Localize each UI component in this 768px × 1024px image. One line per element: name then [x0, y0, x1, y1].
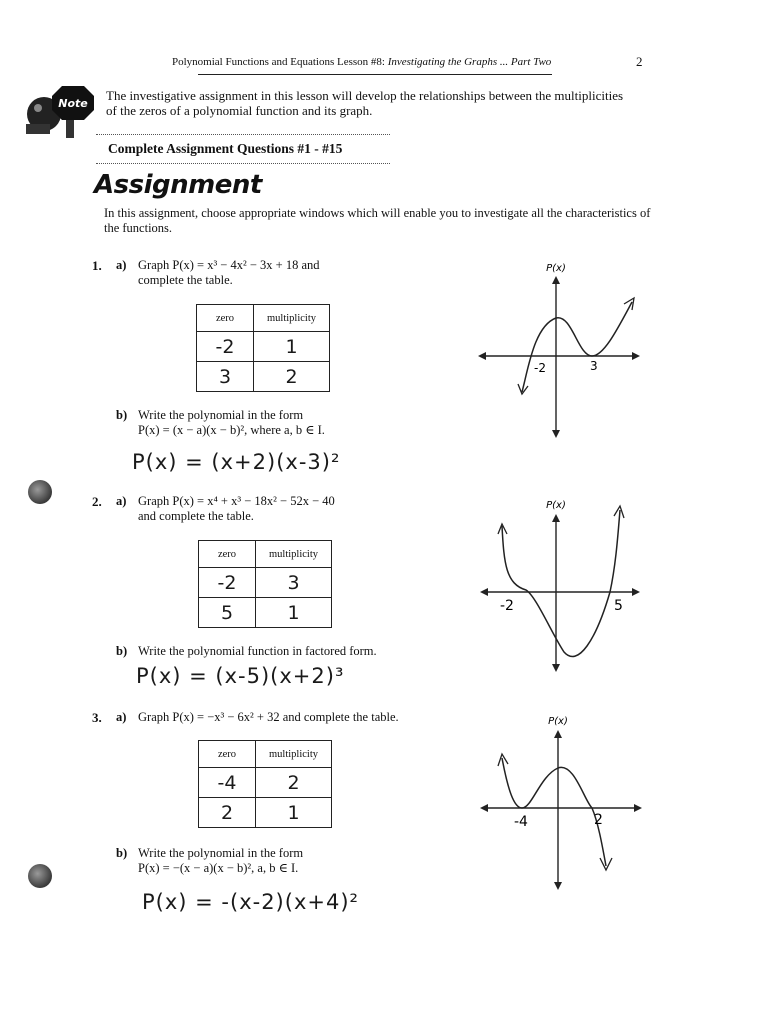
- graph-axis-label: P(x): [548, 716, 568, 727]
- y-axis-arrow: [552, 276, 560, 284]
- multiplicity-cell: 1: [256, 798, 332, 828]
- zero-multiplicity-table: [198, 740, 332, 828]
- zero-label: -2: [534, 361, 546, 375]
- question-number: 1.: [92, 258, 102, 273]
- part-a-label: a): [116, 494, 127, 508]
- zero-header: zero: [197, 305, 254, 332]
- intro-text: The investigative assignment in this lesson will develop the relationships between the multiplicities of the zeros of a polynomial function and its graph.: [106, 88, 624, 118]
- x-axis-arrow: [634, 804, 642, 812]
- zero-multiplicity-table: [196, 304, 330, 392]
- part-b-line: Write the polynomial in the form: [138, 408, 304, 422]
- multiplicity-header: multiplicity: [256, 741, 332, 768]
- question-1-part-a: [138, 258, 320, 288]
- multiplicity-cell: 1: [256, 598, 332, 628]
- binder-hole: [28, 864, 52, 888]
- binder-hole: [28, 480, 52, 504]
- handwritten-answer: P(x) = (x-5)(x+2)³: [136, 664, 345, 688]
- x-axis-arrow: [478, 352, 486, 360]
- part-b-label: b): [116, 644, 128, 658]
- x-axis-arrow: [480, 804, 488, 812]
- table-row: [197, 362, 330, 392]
- handwritten-answer: P(x) = -(x-2)(x+4)²: [142, 890, 359, 914]
- zero-label: 2: [594, 812, 603, 828]
- part-b-label: b): [116, 408, 128, 422]
- table-row: [199, 598, 332, 628]
- zero-cell: 5: [199, 598, 256, 628]
- multiplicity-header: multiplicity: [256, 541, 332, 568]
- multiplicity-cell: 1: [254, 332, 330, 362]
- zero-multiplicity-table: [198, 540, 332, 628]
- multiplicity-cell: 2: [256, 768, 332, 798]
- zero-label: 5: [614, 598, 623, 614]
- graph-q1: [472, 260, 648, 440]
- multiplicity-header: multiplicity: [254, 305, 330, 332]
- curve: [522, 302, 632, 392]
- page-header: [172, 56, 551, 68]
- note-label: Note: [58, 97, 88, 110]
- header-rule: [198, 74, 552, 75]
- question-number: 3.: [92, 710, 102, 725]
- graph-axis-label: P(x): [546, 500, 566, 511]
- question-number: 2.: [92, 494, 102, 509]
- zero-cell: -2: [197, 332, 254, 362]
- zero-label: -2: [500, 598, 514, 614]
- x-axis-arrow: [632, 588, 640, 596]
- header-prefix: Polynomial Functions and Equations Lesson #8:: [172, 56, 385, 68]
- question-3-part-b: [138, 846, 303, 876]
- graph-q2: [474, 494, 646, 674]
- y-axis-arrow: [552, 664, 560, 672]
- divider: [96, 163, 390, 164]
- multiplicity-cell: 2: [254, 362, 330, 392]
- table-row: [199, 798, 332, 828]
- zero-cell: -4: [199, 768, 256, 798]
- y-axis-arrow: [554, 882, 562, 890]
- part-b-line: Write the polynomial in the form: [138, 846, 304, 860]
- part-b-label: b): [116, 846, 128, 860]
- part-b-line: P(x) = −(x − a)(x − b)², a, b ∈ I.: [138, 861, 299, 875]
- y-axis-arrow: [554, 730, 562, 738]
- part-a-line: Graph P(x) = −x³ − 6x² + 32 and complete the table.: [138, 710, 399, 724]
- part-a-label: a): [116, 258, 127, 272]
- zero-cell: -2: [199, 568, 256, 598]
- zero-cell: 2: [199, 798, 256, 828]
- graph-axis-label: P(x): [546, 263, 566, 274]
- y-axis-arrow: [552, 430, 560, 438]
- header-italic: Investigating the Graphs ... Part Two: [387, 56, 552, 68]
- part-a-line: Graph P(x) = x⁴ + x³ − 18x² − 52x − 40: [138, 494, 335, 508]
- complete-assignment-label: Complete Assignment Questions #1 - #15: [108, 141, 343, 156]
- zero-cell: 3: [197, 362, 254, 392]
- page-number: 2: [636, 54, 643, 69]
- part-a-label: a): [116, 710, 127, 724]
- zero-label: 3: [590, 359, 598, 373]
- part-b-line: P(x) = (x − a)(x − b)², where a, b ∈ I.: [138, 423, 325, 437]
- question-1-part-b: [138, 408, 325, 438]
- part-a-line: and complete the table.: [138, 509, 254, 523]
- x-axis-arrow: [480, 588, 488, 596]
- part-a-line: complete the table.: [138, 273, 233, 287]
- curve: [502, 758, 606, 866]
- part-b-line: Write the polynomial function in factored form.: [138, 644, 377, 658]
- x-axis-arrow: [632, 352, 640, 360]
- y-axis-arrow: [552, 514, 560, 522]
- handwritten-answer: P(x) = (x+2)(x-3)²: [132, 450, 341, 474]
- table-row: [199, 768, 332, 798]
- multiplicity-cell: 3: [256, 568, 332, 598]
- assignment-intro: In this assignment, choose appropriate windows which will enable you to investigate all the characteristics of the functions.: [104, 206, 651, 235]
- zero-header: zero: [199, 741, 256, 768]
- part-a-line: Graph P(x) = x³ − 4x² − 3x + 18 and: [138, 258, 320, 272]
- table-row: [199, 568, 332, 598]
- zero-label: -4: [514, 814, 528, 830]
- curve: [502, 510, 620, 657]
- question-2-part-a: [138, 494, 335, 524]
- graph-q3: [474, 710, 646, 892]
- divider: [96, 134, 390, 135]
- zero-header: zero: [199, 541, 256, 568]
- assignment-title: Assignment: [94, 170, 262, 200]
- note-icon: [22, 84, 96, 142]
- table-row: [197, 332, 330, 362]
